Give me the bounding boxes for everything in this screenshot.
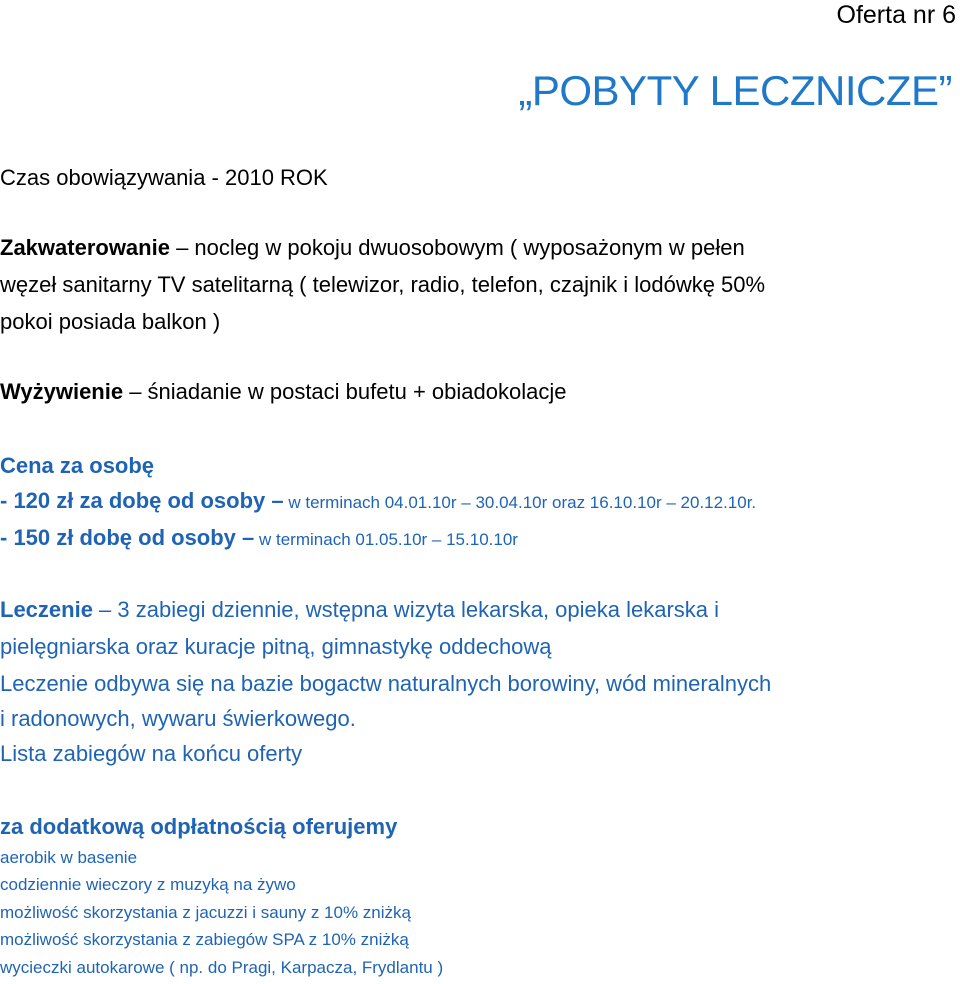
treatment-line-1	[0, 591, 719, 628]
accommodation-line-3: pokoi posiada balkon )	[0, 309, 221, 334]
list-item: codziennie wieczory z muzyką na żywo	[0, 875, 296, 895]
extras-list	[0, 844, 443, 981]
list-item: wycieczki autokarowe ( np. do Pragi, Karpacza, Frydlantu )	[0, 957, 444, 977]
meals-text: – śniadanie w postaci bufetu + obiadokolacje	[123, 379, 567, 404]
accommodation-line-2: węzeł sanitarny TV satelitarną ( telewizor, radio, telefon, czajnik i lodówkę 50%	[0, 272, 766, 297]
treatment-text-1: – 3 zabiegi dziennie, wstępna wizyta lekarska, opieka lekarska i	[92, 597, 720, 622]
extras-heading: za dodatkową odpłatnością oferujemy	[0, 814, 398, 839]
list-item: możliwość skorzystania z jacuzzi i sauny z 10% zniżką	[0, 902, 411, 922]
price-row-1	[0, 482, 756, 521]
meals-line	[0, 373, 566, 410]
list-item: aerobik w basenie	[0, 848, 138, 867]
price-row-1-dates: w terminach 04.01.10r – 30.04.10r oraz 16.10.10r – 20.12.10r.	[283, 493, 757, 512]
accommodation-label: Zakwaterowanie	[0, 235, 170, 260]
treatment-line-5: Lista zabiegów na końcu oferty	[0, 741, 303, 766]
treatment-line-3: Leczenie odbywa się na bazie bogactw naturalnych borowiny, wód mineralnych	[0, 671, 772, 696]
price-row-2-main: - 150 zł dobę od osoby –	[0, 525, 255, 550]
price-row-2-dates: w terminach 01.05.10r – 15.10.10r	[254, 530, 518, 549]
treatment-label: Leczenie	[0, 597, 93, 622]
price-row-2	[0, 519, 518, 558]
treatment-line-2: pielęgniarska oraz kuracje pitną, gimnastykę oddechową	[0, 634, 552, 659]
meals-label: Wyżywienie	[0, 379, 124, 404]
accommodation-text-1: – nocleg w pokoju dwuosobowym ( wyposażonym w pełen	[169, 235, 745, 260]
list-item: możliwość skorzystania z zabiegów SPA z 10% zniżką	[0, 930, 409, 950]
offer-number: Oferta nr 6	[836, 1, 956, 29]
page-title: „POBYTY LECZNICZE”	[518, 67, 952, 114]
treatment-line-4: i radonowych, wywaru świerkowego.	[0, 706, 356, 731]
validity-line: Czas obowiązywania - 2010 ROK	[0, 165, 328, 190]
accommodation-line-1	[0, 229, 745, 266]
price-row-1-main: - 120 zł za dobę od osoby –	[0, 488, 284, 513]
price-heading: Cena za osobę	[0, 453, 155, 478]
